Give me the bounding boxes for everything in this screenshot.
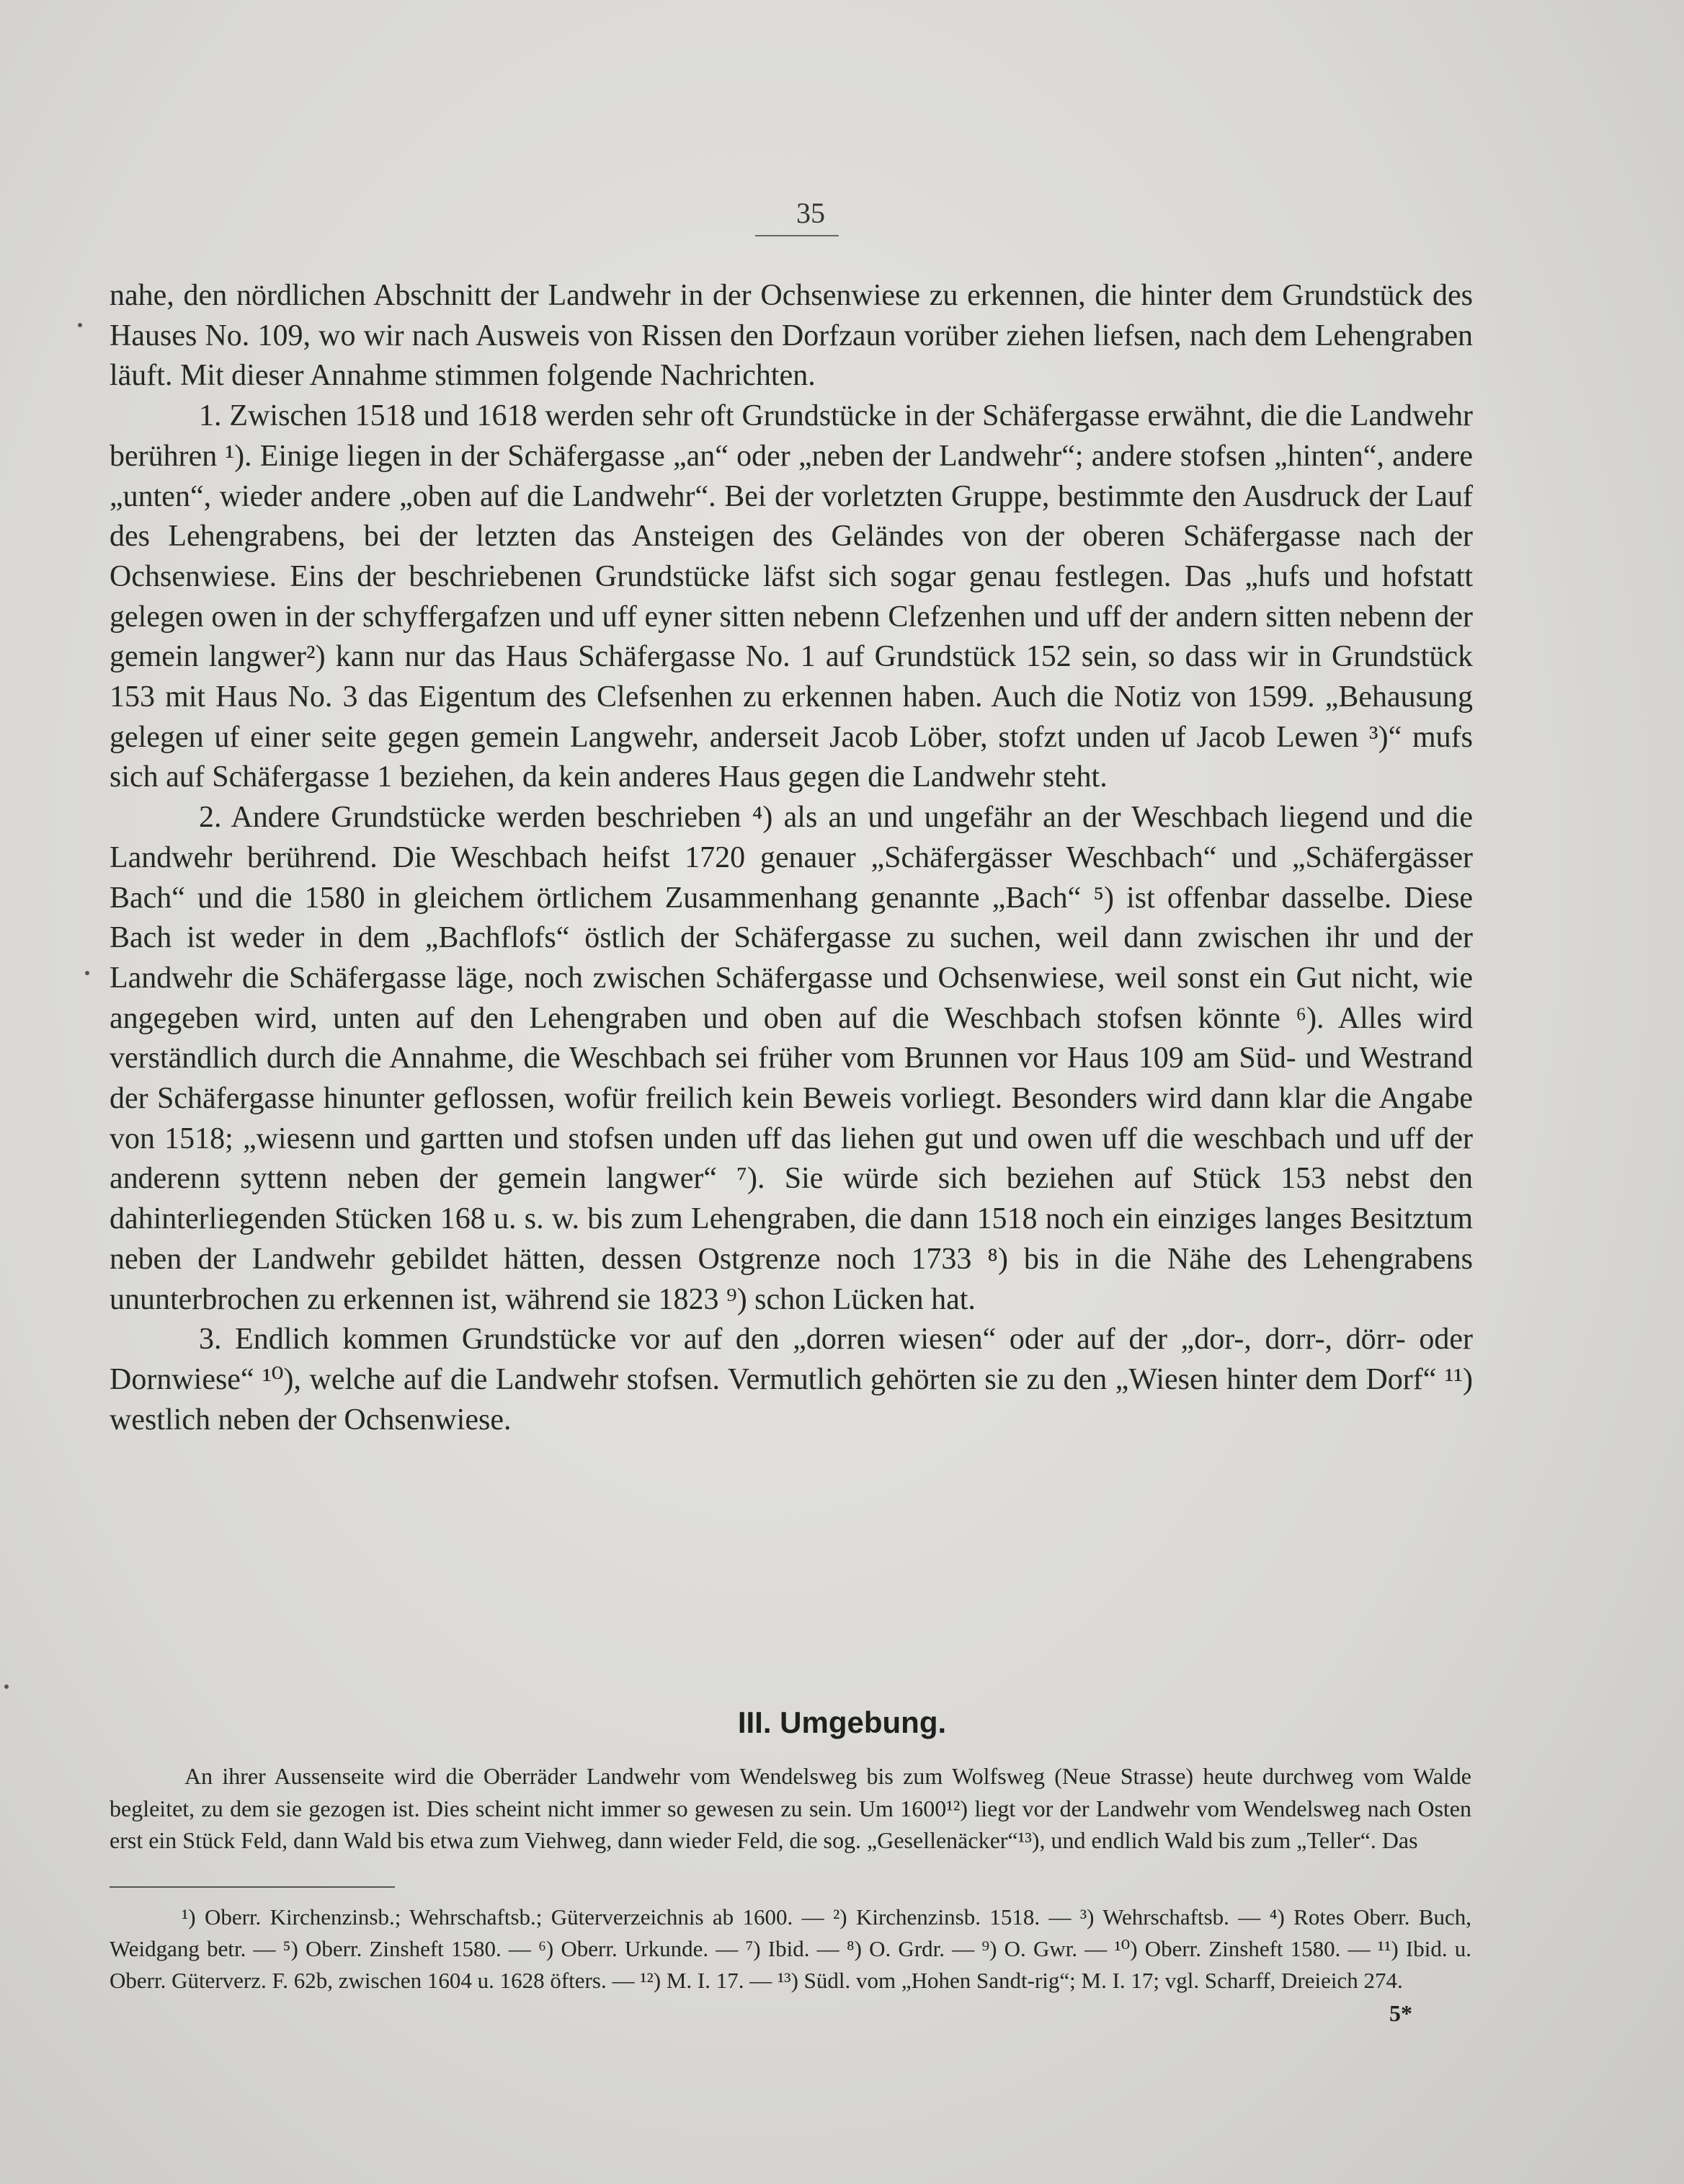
paragraph-point-3: 3. Endlich kommen Grundstücke vor auf den „dorren wiesen“ oder auf der „dor-, dorr-, dörr- oder Dornwiese“ ¹⁰), welche auf die Landwehr stofsen. Vermutlich gehörten sie zu den „Wiesen hinter dem Dorf“ ¹¹) westlich neben der Ochsenwiese.	[110, 1323, 1473, 1437]
umgebung-paragraph: An ihrer Aussenseite wird die Oberräder Landwehr vom Wendelsweg bis zum Wolfsweg (Neue Strasse) heute durchweg vom Walde begleitet, zu dem sie gezogen ist. Dies scheint nicht immer so gewesen zu sein. Um 1600¹²) liegt vor der Landwehr vom Wendelsweg nach Osten erst ein Stück Feld, dann Wald bis etwa zum Viehweg, dann wieder Feld, die sog. „Gesellenäcker“¹³), und endlich Wald bis zum „Teller“. Das	[110, 1763, 1471, 1853]
main-text	[110, 276, 1473, 1440]
footnotes-text: ¹) Oberr. Kirchenzinsb.; Wehrschaftsb.; Güterverzeichnis ab 1600. — ²) Kirchenzinsb. 1518. — ³) Wehrschaftsb. — ⁴) Rotes Oberr. Buch, Weidgang betr. — ⁵) Oberr. Zinsheft 1580. — ⁶) Oberr. Urkunde. — ⁷) Ibid. — ⁸) O. Grdr. — ⁹) O. Gwr. — ¹⁰) Oberr. Zinsheft 1580. — ¹¹) Ibid. u. Oberr. Güterverz. F. 62b, zwischen 1604 u. 1628 öfters. — ¹²) M. I. 17. — ¹³) Südl. vom „Hohen Sandt-rig“; M. I. 17; vgl. Scharff, Dreieich 274.	[110, 1904, 1471, 1993]
paragraph-intro: nahe, den nördlichen Abschnitt der Landwehr in der Ochsenwiese zu erkennen, die hinter dem Grundstück des Hauses No. 109, wo wir nach Ausweis von Rissen den Dorfzaun vorüber ziehen liefsen, nach dem Lehengraben läuft. Mit dieser Annahme stimmen folgende Nachrichten.	[110, 279, 1473, 393]
paragraph-point-1: 1. Zwischen 1518 und 1618 werden sehr oft Grundstücke in der Schäfergasse erwähnt, die die Landwehr berühren ¹). Einige liegen in der Schäfergasse „an“ oder „neben der Landwehr“; andere stofsen „hinten“, andere „unten“, wieder andere „oben auf die Landwehr“. Bei der vorletzten Gruppe, bestimmte den Ausdruck der Lauf des Lehengrabens, bei der letzten das Ansteigen des Geländes von der oberen Schäfergasse nach der Ochsenwiese. Eins der beschriebenen Grundstücke läfst sich sogar genau festlegen. Das „hufs und hofstatt gelegen owen in der schyffergafzen und uff eyner sitten nebenn Clefzenhen und uff der andern sitten nebenn der gemein langwer²) kann nur das Haus Schäfergasse No. 1 auf Grundstück 152 sein, so dass wir in Grundstück 153 mit Haus No. 3 das Eigentum des Clefsenhen zu erkennen haben. Auch die Notiz von 1599. „Behausung gelegen uf einer seite gegen gemein Langwehr, anderseit Jacob Löber, stofzt unden uf Jacob Lewen ³)“ mufs sich auf Schäfergasse 1 beziehen, da kein anderes Haus gegen die Landwehr steht.	[110, 399, 1473, 794]
section-heading: III. Umgebung.	[737, 1705, 947, 1739]
page-number: 35	[796, 197, 825, 229]
footnote-rule	[110, 1886, 395, 1888]
margin-dot	[78, 323, 82, 327]
umgebung-text	[110, 1760, 1471, 1857]
margin-dot	[85, 971, 89, 975]
signature-mark: 5*	[1389, 2000, 1412, 2026]
margin-dot	[4, 1684, 9, 1689]
page-number-rule	[755, 235, 839, 236]
footnotes	[110, 1901, 1471, 1997]
paragraph-point-2: 2. Andere Grundstücke werden beschrieben ⁴) als an und ungefähr an der Weschbach liegend und die Landwehr berührend. Die Weschbach heifst 1720 genauer „Schäfergässer Weschbach“ und „Schäfergässer Bach“ und die 1580 in gleichem örtlichem Zusammenhang genannte „Bach“ ⁵) ist offenbar dasselbe. Diese Bach ist weder in dem „Bachflofs“ östlich der Schäfergasse zu suchen, weil dann zwischen ihr und der Landwehr die Schäfergasse läge, noch zwischen Schäfergasse und Ochsenwiese, weil sonst ein Gut nicht, wie angegeben wird, unten auf den Lehengraben und oben auf die Weschbach stofsen könnte ⁶). Alles wird verständlich durch die Annahme, die Weschbach sei früher vom Brunnen vor Haus 109 am Süd- und Westrand der Schäfergasse hinunter geflossen, wofür freilich kein Beweis vorliegt. Besonders wird dann klar die Angabe von 1518; „wiesenn und gartten und stofsen unden uff das liehen gut und owen uff die weschbach und uff der anderenn syttenn neben der gemein langwer“ ⁷). Sie würde sich beziehen auf Stück 153 nebst den dahinterliegenden Stücken 168 u. s. w. bis zum Lehengraben, die dann 1518 noch ein einziges langes Besitztum neben der Landwehr gebildet hätten, dessen Ostgrenze noch 1733 ⁸) bis in die Nähe des Lehengrabens ununterbrochen zu erkennen ist, während sie 1823 ⁹) schon Lücken hat.	[110, 801, 1473, 1316]
